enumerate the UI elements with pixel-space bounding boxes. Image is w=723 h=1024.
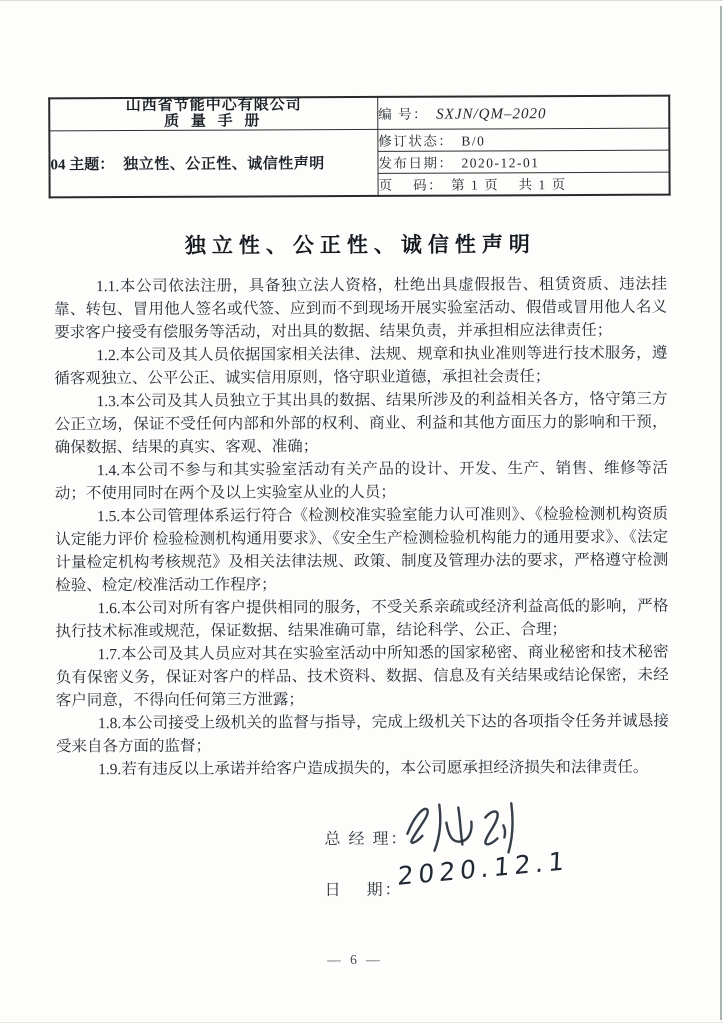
doc-number-cell [378, 96, 670, 130]
paragraph-1-6: 1.6.本公司对所有客户提供相同的服务，不受关系亲疏或经济利益高低的影响，严格执行技术标准或规范，保证数据、结果准确可靠，结论科学、公正、合理； [55, 597, 669, 641]
topic-label: 04 主题： [50, 157, 115, 174]
page-number-footer: — 6 — [327, 951, 383, 968]
revision-state-cell [378, 128, 670, 151]
company-name: 山西省节能中心有限公司 [125, 97, 302, 115]
page-code-value: 第 1 页 共 1 页 [451, 177, 567, 193]
general-manager-label: 总 经 理： [324, 830, 409, 849]
paragraph-1-1: 1.1.本公司依法注册，具备独立法人资格，杜绝出具虚假报告、租赁资质、违法挂靠、转包、冒用他人签名或代签、应到而不到现场开展实验室活动、假借或冒用他人名义要求客户接受有偿服务等活动，对出具的数据、结果负责，并承担相应法律责任； [54, 275, 668, 342]
header-row-1 [49, 96, 669, 131]
header-row-2 [49, 128, 669, 153]
paragraph-1-9: 1.9.若有违反以上承诺并给客户造成损失的，本公司愿承担经济损失和法律责任。 [98, 758, 649, 779]
issue-date-label: 发布日期： [378, 155, 454, 171]
topic-value: 独立性、公正性、诚信性声明 [123, 156, 325, 174]
paragraph-1-8: 1.8.本公司接受上级机关的监督与指导，完成上级机关下达的各项指令任务并诚恳接受来自各方面的监督； [55, 712, 669, 756]
paragraph-1-5: 1.5.本公司管理体系运行符合《检测校准实验室能力认可准则》、《检验检测机构资质认定能力评价 检验检测机构通用要求》、《安全生产检测检验机构能力的通用要求》、《法定计量检定机构考核规范》及相关法律法规、政策、制度及管理办法的要求，严格遵守检测检验、检定/校准活动工作程序； [55, 505, 669, 595]
manual-title: 质 量 手 册 [164, 113, 264, 130]
date-label: 日 期： [324, 881, 403, 900]
revision-state-label: 修订状态： [378, 133, 454, 149]
date-handwriting: 2020.12.1 [396, 845, 570, 891]
issue-date-cell [378, 150, 670, 173]
company-cell [49, 97, 378, 131]
page-code-label: 页 码： [378, 177, 444, 193]
page-title: 独立性、公正性、诚信性声明 [184, 232, 536, 258]
page-code-cell [378, 172, 670, 196]
doc-number-value: SXJN/QM–2020 [436, 106, 547, 123]
doc-number-label: 编 号： [378, 106, 429, 122]
declaration-body [54, 228, 669, 782]
topic-cell [49, 129, 378, 197]
paragraph-1-4: 1.4.本公司不参与和其实验室活动有关产品的设计、开发、生产、销售、维修等活动；不使用同时在两个及以上实验室从业的人员； [54, 459, 668, 503]
header-table [48, 95, 670, 199]
issue-date-value: 2020-12-01 [461, 155, 540, 171]
revision-state-value: B/0 [461, 133, 486, 149]
paragraph-1-2: 1.2.本公司及其人员依据国家相关法律、法规、规章和执业准则等进行技术服务，遵循客观独立、公平公正、诚实信用原则，恪守职业道德，承担社会责任； [54, 344, 668, 388]
paragraph-1-3: 1.3.本公司及其人员独立于其出具的数据、结果所涉及的利益相关各方，恪守第三方公正立场，保证不受任何内部和外部的权利、商业、利益和其他方面压力的影响和干预，确保数据、结果的真实、客观、准确； [54, 390, 668, 457]
paragraph-1-7: 1.7.本公司及其人员应对其在实验室活动中所知悉的国家秘密、商业秘密和技术秘密负有保密义务，保证对客户的样品、技术资料、数据、信息及有关结果或结论保密，未经客户同意，不得向任何第三方泄露； [55, 643, 669, 710]
